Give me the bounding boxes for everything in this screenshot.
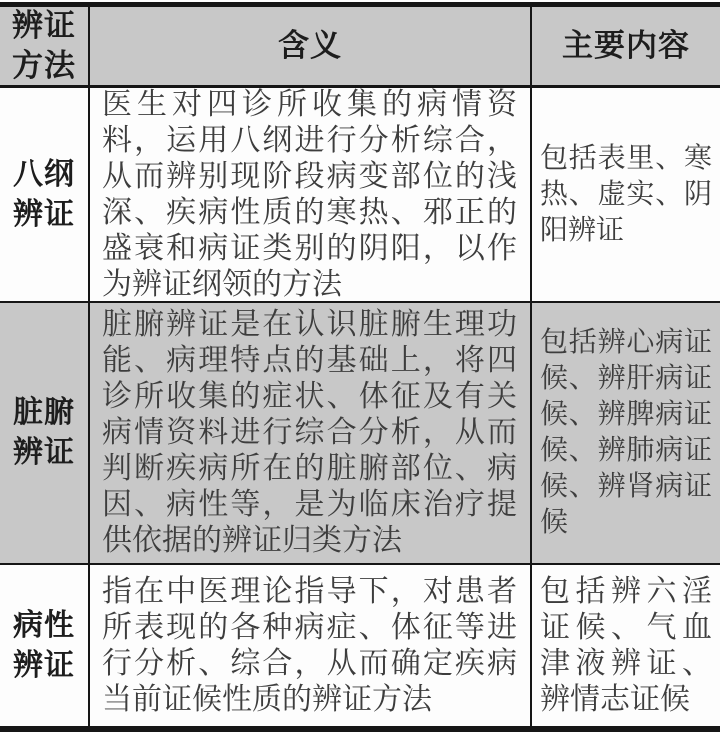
content-value: 包括表里、寒热、虚实、阴阳辨证 (540, 142, 712, 246)
header-cell-meaning (88, 7, 532, 85)
meaning-value: 医生对四诊所收集的病情资料，运用八纲进行分析综合，从而辨别现阶段病变部位的浅深、疾病性质的寒热、邪正的盛衰和病证类别的阴阳，以作为辨证纲领的方法 (102, 88, 517, 301)
meaning-value: 脏腑辨证是在认识脏腑生理功能、病理特点的基础上，将四诊所收集的症状、体征及有关病情资料进行综合分析，从而判断疾病所在的脏腑部位、病因、病性等，是为临床治疗提供依据的辨证归类方法 (102, 308, 517, 557)
content-cell (532, 565, 720, 726)
method-label: 脏腑辨证 (13, 396, 75, 469)
header-label-content: 主要内容 (562, 28, 690, 63)
content-value: 包括辨六淫证候、气血津液辨证、辨情志证候 (540, 574, 712, 716)
header-cell-method (0, 7, 88, 85)
table-row-disease-nature (0, 565, 720, 726)
content-value: 包括辨心病证候、辨肝病证候、辨脾病证候、辨肺病证候、辨肾病证候 (540, 327, 712, 538)
method-label: 八纲辨证 (13, 157, 75, 231)
syndrome-differentiation-table (0, 2, 720, 732)
meaning-cell (88, 303, 532, 563)
meaning-value: 指在中医理论指导下，对患者所表现的各种病症、体征等进行分析、综合，从而确定疾病当前证候性质的辨证方法 (102, 574, 517, 716)
meaning-cell (88, 565, 532, 726)
method-label: 病性辨证 (13, 608, 75, 682)
content-cell (532, 303, 720, 563)
content-cell (532, 88, 720, 301)
method-cell (0, 88, 88, 301)
header-label-meaning: 含义 (278, 28, 342, 63)
header-cell-content (532, 7, 720, 85)
method-cell (0, 303, 88, 563)
table-row-zangfu (0, 303, 720, 565)
meaning-cell (88, 88, 532, 301)
table-header-row (0, 7, 720, 88)
header-label-method: 辨证方法 (12, 8, 76, 83)
table-row-eight-principles (0, 88, 720, 303)
method-cell (0, 565, 88, 726)
